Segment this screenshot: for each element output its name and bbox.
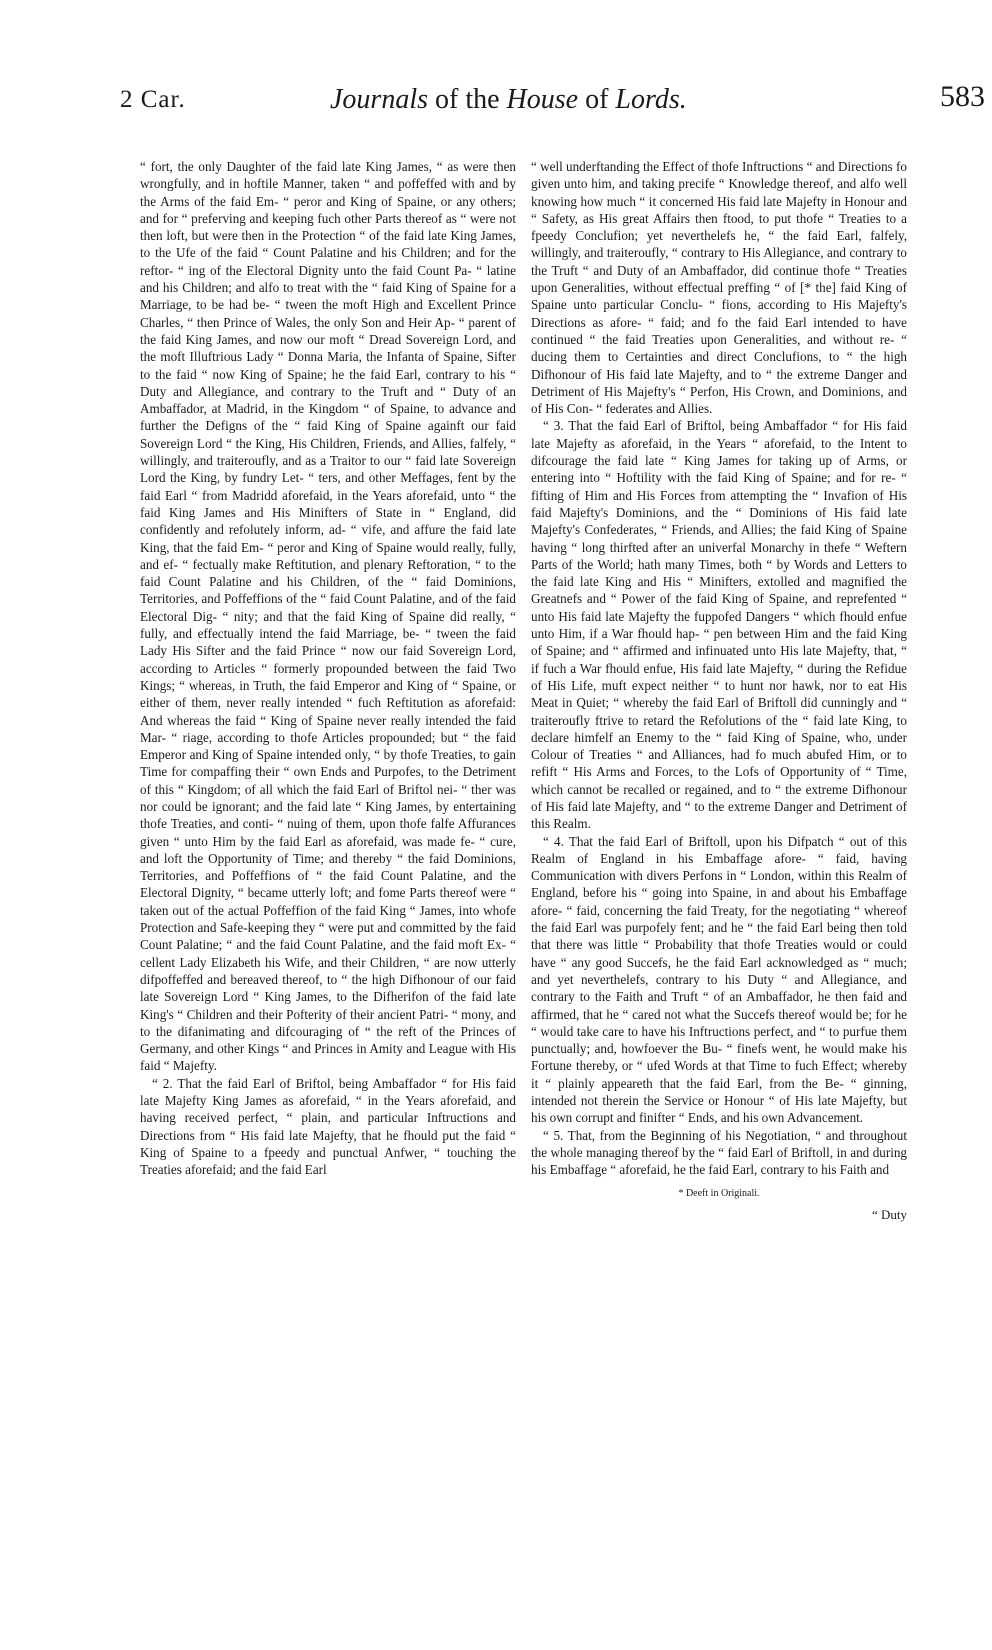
- left-paragraph-1: “ fort, the only Daughter of the faid late King James, “ as were then wrongfully, and in hoftile Manner, taken “ and poffeffed with and by the Arms of the faid Em- “ peror and King of Spaine, or any others; and for “ preferving and keeping fuch other Parts thereof as “ were not then loft, but were then in the Protection “ of the faid late King James, to the Ufe of the faid “ Count Palatine and his Children; and for the reftor- “ ing of the Electoral Dignity unto the faid Count Pa- “ latine and his Children; and alfo to treat with the “ faid King of Spaine for a Marriage, to be had be- “ tween the moft High and Excellent Prince Charles, “ then Prince of Wales, the only Son and Heir Ap- “ parent of the faid King James, and now our moft “ Dread Sovereign Lord, and the moft Illuftrious Lady “ Donna Maria, the Infanta of Spaine, Sifter to the faid “ now King of Spaine; he the faid Earl, contrary to his “ Duty and Allegiance, and contrary to the Truft and “ Duty of an Ambaffador, at Madrid, in the Kingdom “ of Spaine, to advance and further the Defigns of the “ faid King of Spaine againft our faid Sovereign Lord “ the King, His Children, Friends, and Allies, falfely, “ willingly, and traiteroufly, and as a Traitor to our “ faid late Sovereign Lord the King, by fundry Let- “ ters, and other Meffages, fent by the faid Earl “ from Madridd aforefaid, in the Years aforefaid, unto “ the faid King James and His Minifters of State in “ England, did confidently and refolutely inform, ad- “ vife, and affure the faid late King, that the faid Em- “ peror and King of Spaine would really, fully, and ef- “ fectually make Reftitution, and plenary Reftoration, “ to the faid Count Palatine and his Children, of the “ faid Dominions, Territories, and Poffeffions of the “ faid Count Palatine, and of the faid Electoral Dig- “ nity; and that the faid King of Spaine did really, “ fully, and effectually intend the faid Marriage, be- “ tween the faid Lady His Sifter and the faid Prince “ now our faid Sovereign Lord, according to Articles “ formerly propounded between the faid Two Kings; “ whereas, in Truth, the faid Emperor and King of “ Spaine, or either of them, never really intended “ fuch Reftitution as aforefaid: And whereas the faid “ King of Spaine never really intended the faid Mar- “ riage, according to thofe Articles propounded; but “ the faid Emperor and King of Spaine intended only, “ by thofe Treaties, to gain Time for compaffing their “ own Ends and Purpofes, to the Detriment of this “ Kingdom; of all which the faid Earl of Briftol nei- “ ther was nor could be ignorant; and the faid late “ King James, by entertaining thofe Treaties, and conti- “ nuing of them, upon thofe falfe Affurances given “ unto Him by the faid Earl as aforefaid, was made fe- “ cure, and loft the Opportunity of Time; and thereby “ the faid Dominions, Territories, and Poffeffions of “ the faid Count Palatine, and the Electoral Dignity, “ became utterly loft; and fome Parts thereof were “ taken out of the actual Poffeffion of the faid King “ James, into whofe Protection and Safe-keeping they “ were put and committed by the faid Count Palatine; “ and the faid Count Palatine, and the faid moft Ex- “ cellent Lady Elizabeth his Wife, and their Children, “ are now utterly difpoffeffed and bereaved thereof, to “ the high Difhonour of our faid late Sovereign Lord “ King James, to the Difherifon of the faid late King's “ Children and their Pofterity of their ancient Patri- “ mony, and to the difanimating and difcouraging of “ the reft of the Princes of Germany, and other Kings “ and Princes in Amity and League with His faid “ Majefty.: [140, 159, 516, 1074]
- title-of-the: of the: [428, 84, 507, 115]
- title-lords: Lords.: [615, 84, 687, 115]
- right-column: [531, 158, 907, 1223]
- catchword: “ Duty: [871, 1206, 907, 1222]
- right-paragraph-2: “ 3. That the faid Earl of Briftol, being Ambaffador “ for His faid late Majefty as aforefaid, in the Years “ aforefaid, to the Intent to difcourage the faid late “ King James for taking up of Arms, or entering into “ Hoftility with the faid King of Spaine; and for re- “ fifting of Him and His Forces from attempting the “ Invafion of His faid Majefty's Dominions, and the “ Dominions of His faid late Majefty's Confederates, “ Friends, and Allies; the faid King of Spaine having “ long thirfted after an univerfal Monarchy in thefe “ Weftern Parts of the World; hath many Times, both “ by Words and Letters to the faid late King and His “ Minifters, extolled and magnified the Greatnefs and “ Power of the faid King of Spaine, and reprefented “ unto His faid late Majefty the fuppofed Dangers “ which fhould enfue unto Him, if a War fhould hap- “ pen between Him and the faid King of Spaine; and “ affirmed and infinuated unto His late Majefty, that, “ if fuch a War fhould enfue, His faid late Majefty, “ during the Refidue of His Life, muft expect neither “ to hunt nor hawk, nor to eat His Meat in Quiet; “ whereby the faid Earl of Briftoll did cunningly and “ traiteroufly ftrive to retard the Refolutions of the “ faid late King, to declare himfelf an Enemy to the “ faid King of Spaine, who, under Colour of Treaties “ and Alliances, had fo much abufed Him, or to refift “ His Arms and Forces, to the Lofs of Opportunity of “ Time, which cannot be recalled or regained, and to “ the extreme Difhonour of His faid late Majefty, and “ to the extreme Danger and Detriment of this Realm.: [531, 418, 907, 832]
- title-of: of: [578, 84, 616, 115]
- title-house: House: [506, 84, 579, 115]
- running-head-left: 2 Car.: [120, 86, 186, 113]
- left-paragraph-2: “ 2. That the faid Earl of Briftol, being Ambaffador “ for His faid late Majefty King James as aforefaid, “ in the Years aforefaid, and having received perfect, “ plain, and particular Inftructions and Directions from “ His faid late Majefty, that he fhould put the faid “ King of Spaine to a fpeedy and punctual Anfwer, “ touching the Treaties aforefaid; and the faid Earl: [140, 1075, 516, 1178]
- right-paragraph-4: “ 5. That, from the Beginning of his Negotiation, “ and throughout the whole managing thereof by the “ faid Earl of Briftoll, in and during his Embaffage “ aforefaid, he the faid Earl, contrary to his Faith and: [531, 1127, 907, 1178]
- right-paragraph-1: “ well underftanding the Effect of thofe Inftructions “ and Directions fo given unto him, and taking precife “ Knowledge thereof, and alfo well knowing how much “ it concerned His faid late Majefty in Honour and “ Safety, as His great Affairs then ftood, to put thofe “ Treaties to a fpeedy Conclufion; yet neverthelefs he, “ the faid Earl, falfely, willingly, and traiteroufly, “ contrary to His Allegiance, and contrary to the Truft “ and Duty of an Ambaffador, did continue thofe “ Treaties upon Generalities, without effectual preffing “ of [* the] faid King of Spaine unto particular Conclu- “ fions, according to His Majefty's Directions as afore- “ faid; and fo the faid Earl intended to have continued “ the faid Treaties upon Generalities, and without re- “ ducing them to Certainties and direct Conclufions, to “ the high Difhonour of His faid late Majefty, and to “ the extreme Danger and Detriment of His Majefty's “ Perfon, His Crown, and Dominions, and of His Con- “ federates and Allies.: [531, 159, 907, 417]
- page-header: [0, 80, 992, 136]
- left-column: [140, 158, 516, 1179]
- title-journals: Journals: [330, 84, 428, 115]
- page-number: 583: [940, 80, 985, 113]
- running-head-title: [330, 84, 687, 116]
- right-paragraph-3: “ 4. That the faid Earl of Briftoll, upon his Difpatch “ out of this Realm of England in his Embaffage afore- “ faid, having Communication with divers Perfons in “ London, within this Realm of England, before his “ going into Spaine, in and about his Embaffage afore- “ faid, concerning the faid Treaty, for the negotiating “ whereof the faid Earl was purpofely fent; and he “ the faid Earl being then told that there was little “ Probability that thofe Treaties would or could have “ any good Succefs, he the faid Earl acknowledged as “ much; and yet neverthelefs, contrary to his Duty “ and Allegiance, and contrary to the Faith and Truft “ of an Ambaffador, he then faid and affirmed, that he “ cared not what the Succefs thereof would be; for he “ would take care to have his Inftructions perfect, and “ to purfue them punctually; and, howfoever the Bu- “ finefs went, he would make his Fortune thereby, or “ ufed Words at that Time to fuch Effect; whereby it “ plainly appeareth that the faid Earl, from the Be- “ ginning, intended not therein the Service or Honour “ of His late Majefty, but his own corrupt and finifter “ Ends, and his own Advancement.: [531, 833, 907, 1126]
- footnote: * Deeft in Originali.: [678, 1187, 760, 1199]
